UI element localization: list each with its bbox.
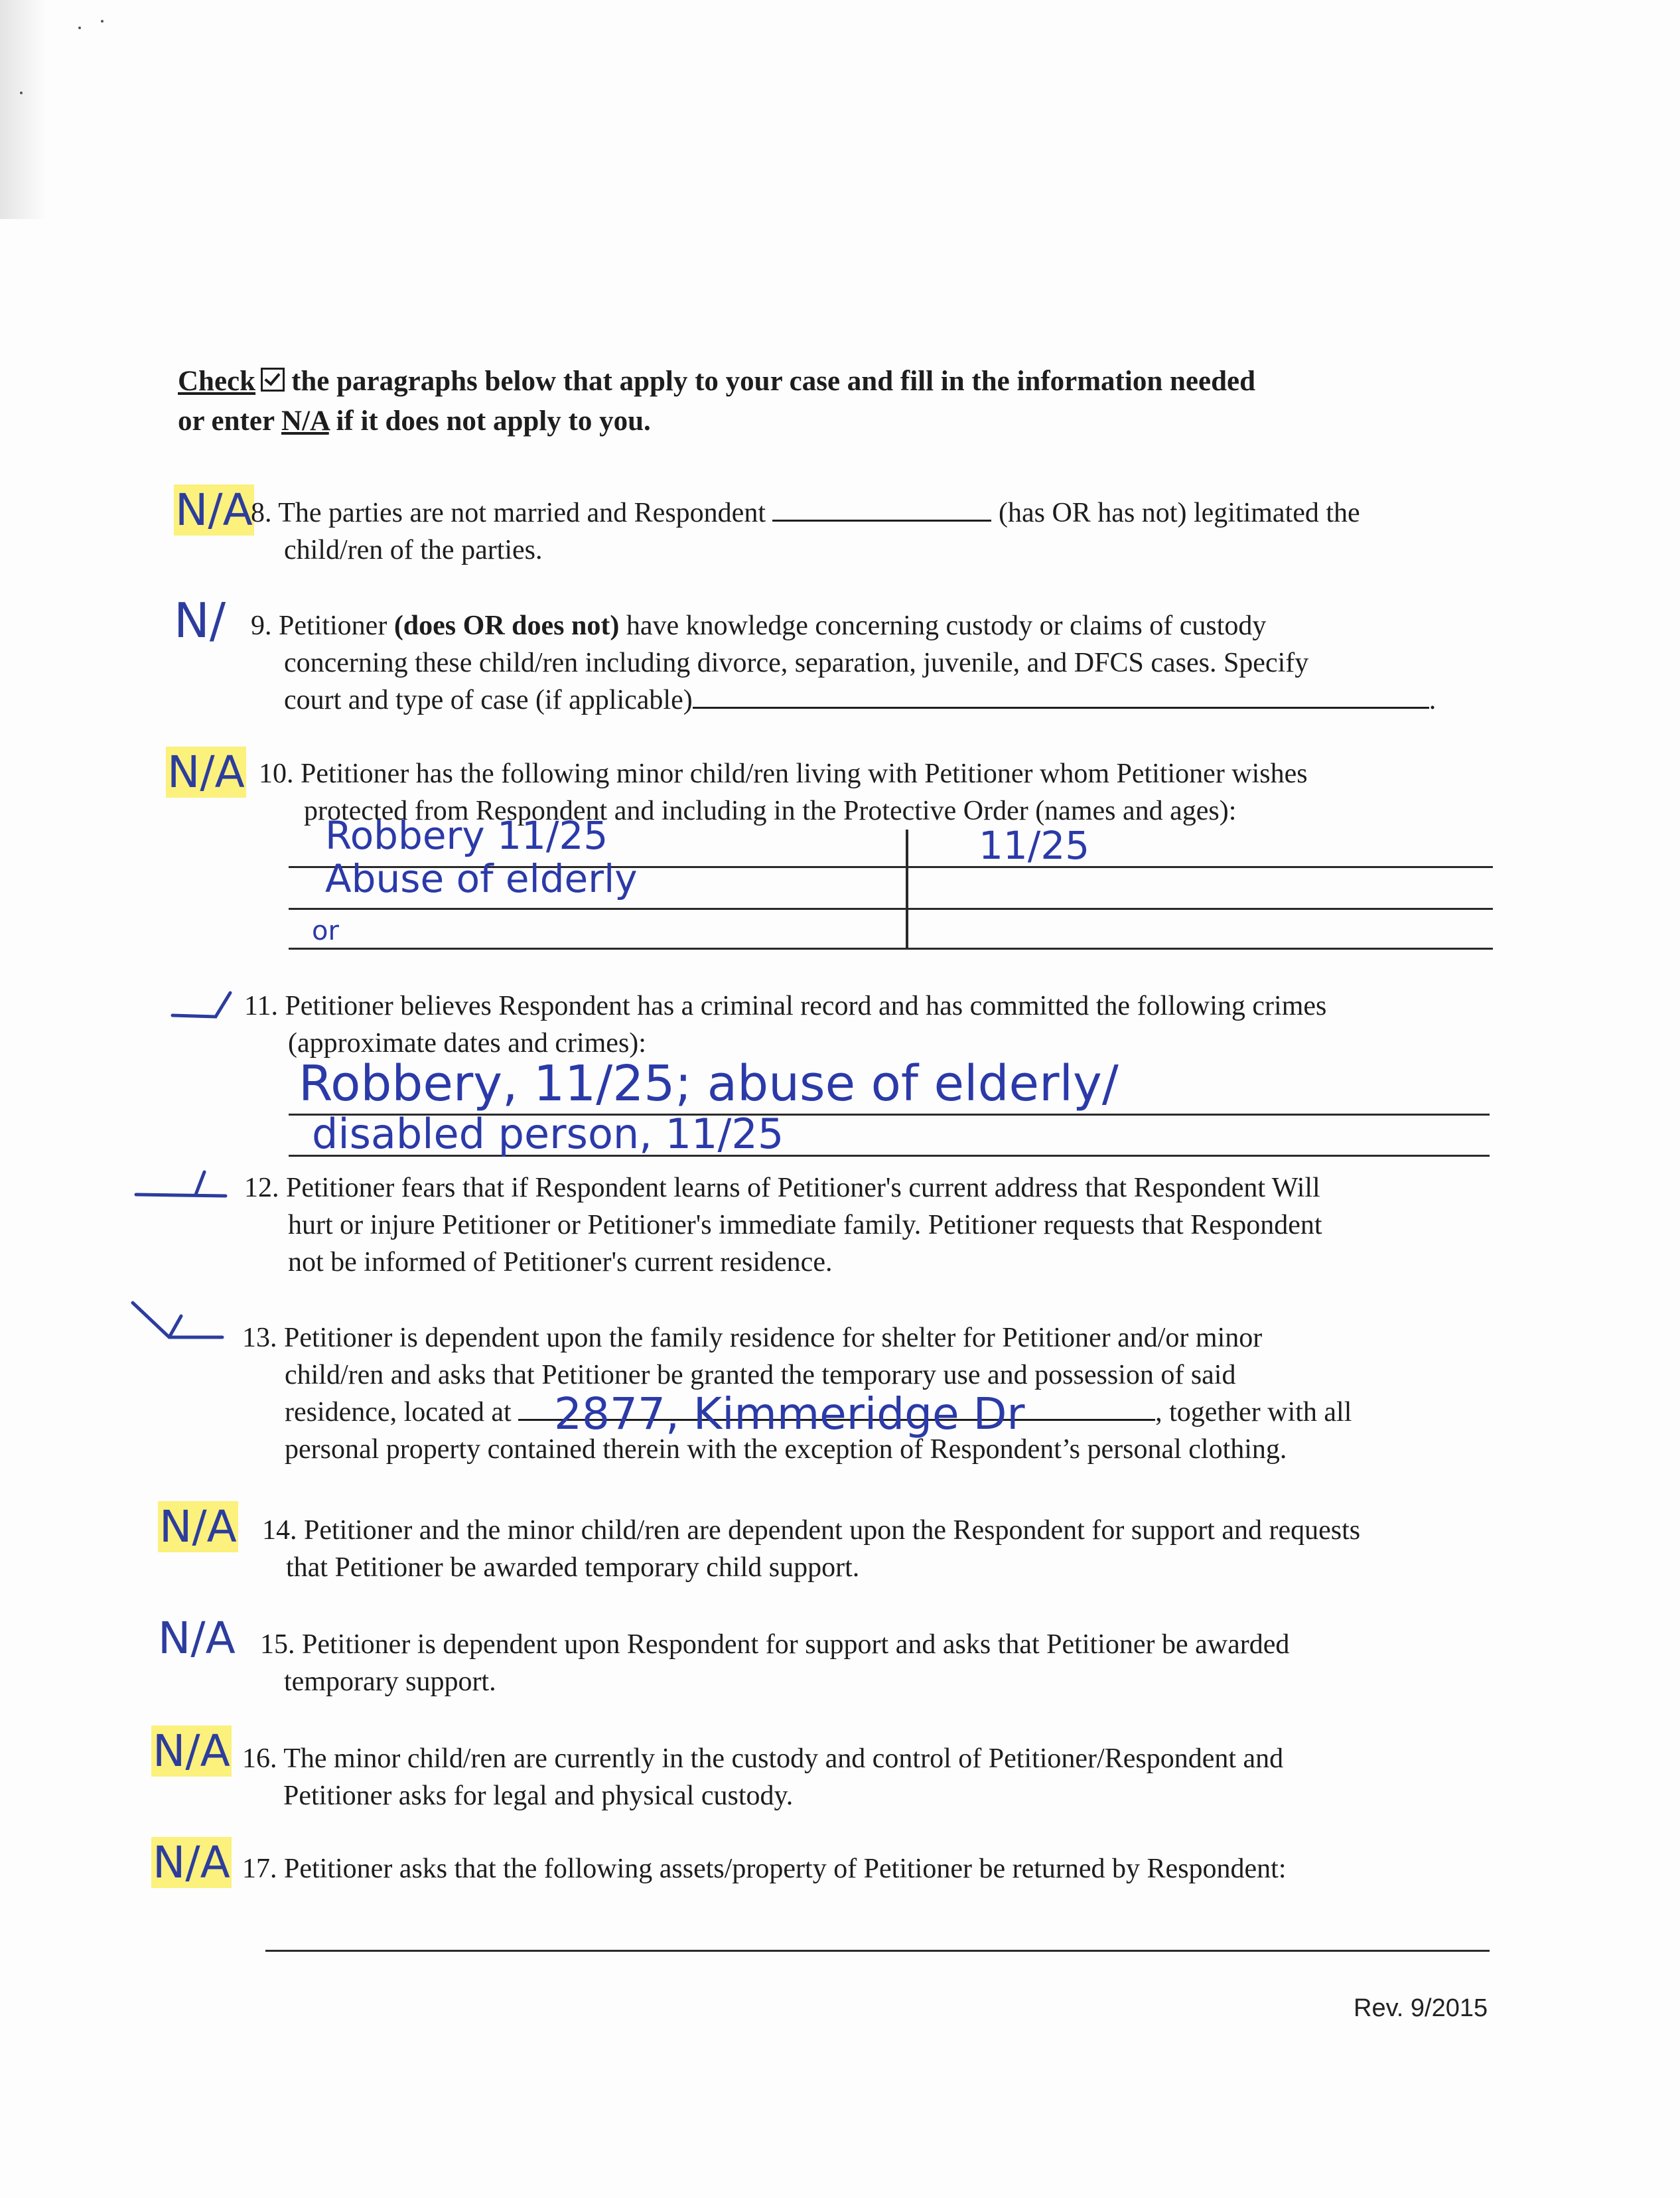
paragraph-11 xyxy=(244,988,1505,1062)
na-word: N/A xyxy=(281,405,329,437)
para-text: hurt or injure Petitioner or Petitioner's immediate family. Petitioner requests that Respondent xyxy=(288,1210,1322,1240)
para-bold: (does OR does not) xyxy=(393,611,620,641)
handwriting-crimes-1: Robbery, 11/25; abuse of elderly/ xyxy=(299,1055,1119,1112)
para-text: (approximate dates and crimes): xyxy=(288,1028,646,1059)
handwriting-child-name-3: or xyxy=(312,916,339,946)
scan-speck xyxy=(101,20,104,23)
mark-p8[interactable]: N/A xyxy=(175,484,253,536)
check-word: Check xyxy=(178,366,256,397)
para-text: child/ren and asks that Petitioner be granted the temporary use and possession of said xyxy=(285,1360,1236,1390)
para-number: 14. xyxy=(262,1515,297,1546)
assets-line[interactable] xyxy=(265,1950,1490,1952)
para-text: , together with all xyxy=(1155,1397,1352,1428)
para-text: Petitioner asks for legal and physical custody. xyxy=(283,1781,794,1811)
handwriting-child-name-1: Robbery 11/25 xyxy=(325,813,608,858)
para-number: 12. xyxy=(244,1173,279,1203)
para-text: Petitioner believes Respondent has a criminal record and has committed the following crimes xyxy=(285,991,1327,1021)
checkbox-icon xyxy=(261,368,285,392)
para-text: Petitioner has the following minor child/ren living with Petitioner whom Petitioner wishes xyxy=(301,759,1308,789)
para-text: child/ren of the parties. xyxy=(284,535,543,565)
para-number: 8. xyxy=(251,498,272,528)
para-number: 13. xyxy=(242,1323,277,1353)
revision-label: Rev. 9/2015 xyxy=(1354,1994,1488,2022)
para-text: Petitioner is dependent upon the family residence for shelter for Petitioner and/or minor xyxy=(284,1323,1263,1353)
court-case-blank[interactable] xyxy=(693,707,1429,709)
handwriting-child-age-1: 11/25 xyxy=(979,823,1090,868)
para-text: temporary support. xyxy=(284,1666,496,1697)
header-line1: the paragraphs below that apply to your case and fill in the information needed xyxy=(291,366,1255,397)
paragraph-8 xyxy=(251,494,1498,569)
paragraph-9 xyxy=(251,607,1498,719)
handwriting-address: 2877, Kimmeridge Dr xyxy=(554,1388,1025,1439)
para-text: The parties are not married and Respondent xyxy=(278,498,766,528)
mark-p16[interactable]: N/A xyxy=(153,1725,230,1777)
mark-p9[interactable]: N/ xyxy=(174,593,226,648)
para-number: 9. xyxy=(251,611,272,641)
para-text: Petitioner asks that the following assets/property of Petitioner be returned by Respondent: xyxy=(284,1854,1287,1884)
paragraph-17 xyxy=(242,1850,1503,1887)
para-text: The minor child/ren are currently in the custody and control of Petitioner/Respondent and xyxy=(283,1743,1284,1774)
paragraph-12 xyxy=(244,1169,1505,1281)
para-text: Petitioner is dependent upon Respondent for support and asks that Petitioner be awarded xyxy=(302,1629,1290,1660)
legitimated-blank[interactable] xyxy=(772,520,991,522)
para-text: (has OR has not) legitimated the xyxy=(998,498,1360,528)
para-text: have knowledge concerning custody or claims of custody xyxy=(626,611,1267,641)
paragraph-14 xyxy=(262,1512,1509,1586)
para-number: 11. xyxy=(244,991,278,1021)
para-text: residence, located at xyxy=(285,1397,512,1428)
para-text: concerning these child/ren including divorce, separation, juvenile, and DFCS cases. Specify xyxy=(284,648,1309,678)
para-number: 16. xyxy=(242,1743,277,1774)
para-text: . xyxy=(1429,685,1436,715)
para-number: 10. xyxy=(259,759,294,789)
para-text: that Petitioner be awarded temporary child support. xyxy=(286,1552,860,1583)
para-text: Petitioner fears that if Respondent learns of Petitioner's current address that Respondent Will xyxy=(286,1173,1320,1203)
children-line-3[interactable] xyxy=(289,948,1493,950)
paragraph-16 xyxy=(242,1740,1503,1814)
header-line2-pre: or enter xyxy=(178,405,275,437)
check-tick-icon[interactable] xyxy=(133,1167,232,1207)
para-number: 17. xyxy=(242,1854,277,1884)
para-text: protected from Respondent and including in the Protective Order (names and ages): xyxy=(304,796,1237,826)
mark-p10[interactable]: N/A xyxy=(167,747,245,798)
check-tick-icon[interactable] xyxy=(169,989,236,1029)
scan-speck xyxy=(20,92,23,94)
para-number: 15. xyxy=(260,1629,295,1660)
header-line2-post: if it does not apply to you. xyxy=(336,405,651,437)
mark-p15[interactable]: N/A xyxy=(158,1613,236,1664)
paragraph-15 xyxy=(260,1626,1507,1700)
handwriting-child-name-2: Abuse of elderly xyxy=(325,856,638,901)
instructions-header xyxy=(178,362,1492,441)
scan-shadow xyxy=(0,0,46,219)
scan-speck xyxy=(78,27,81,29)
handwriting-crimes-2: disabled person, 11/25 xyxy=(312,1110,784,1158)
check-tick-icon[interactable] xyxy=(129,1297,229,1351)
children-column-divider xyxy=(906,830,908,949)
para-text: Petitioner and the minor child/ren are dependent upon the Respondent for support and requests xyxy=(304,1515,1361,1546)
mark-p14[interactable]: N/A xyxy=(159,1501,237,1552)
children-line-2[interactable] xyxy=(289,908,1493,910)
para-text: Petitioner xyxy=(279,611,387,641)
para-text: personal property contained therein with the exception of Respondent’s personal clothing. xyxy=(285,1434,1287,1465)
para-text: not be informed of Petitioner's current residence. xyxy=(288,1247,833,1278)
mark-p17[interactable]: N/A xyxy=(153,1837,230,1888)
para-text: court and type of case (if applicable) xyxy=(284,685,693,715)
